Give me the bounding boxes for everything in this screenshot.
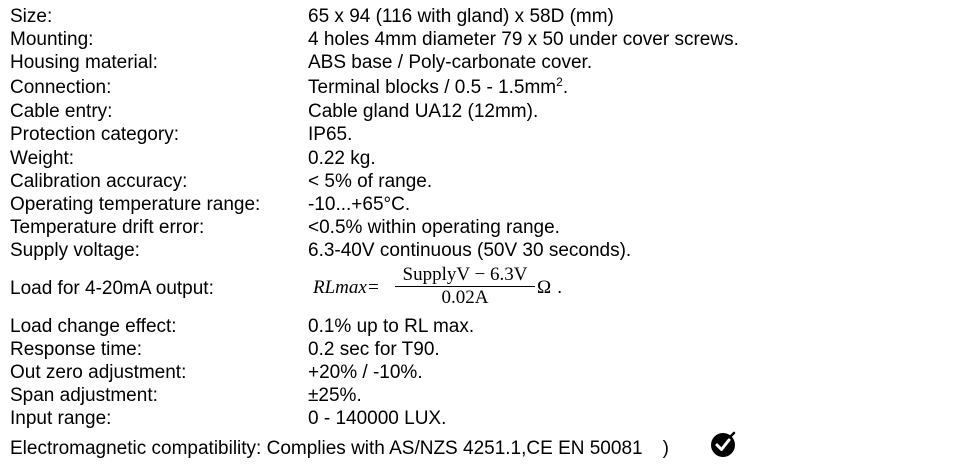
- spec-value: 65 x 94 (116 with gland) x 58D (mm): [308, 6, 614, 27]
- formula-fraction: [393, 264, 537, 309]
- spec-label: Size:: [10, 6, 53, 27]
- spec-label: Response time:: [10, 339, 143, 360]
- spec-value: ±25%.: [308, 385, 362, 406]
- spec-value: ABS base / Poly-carbonate cover.: [308, 52, 593, 73]
- spec-value: 4 holes 4mm diameter 79 x 50 under cover screws.: [308, 29, 739, 50]
- spec-label: Protection category:: [10, 124, 179, 145]
- spec-value: IP65.: [308, 124, 353, 145]
- spec-value-suffix: .: [562, 77, 569, 98]
- spec-value: 0 - 140000 LUX.: [308, 408, 447, 429]
- spec-value: [308, 77, 568, 99]
- spec-value-text: Terminal blocks / 0.5 - 1.5mm: [308, 77, 557, 98]
- formula-numerator: SupplyV − 6.3V: [402, 264, 528, 285]
- spec-label: Temperature drift error:: [10, 217, 205, 238]
- spec-label: Cable entry:: [10, 101, 113, 122]
- spec-label: Load change effect:: [10, 316, 177, 337]
- spec-label: Operating temperature range:: [10, 194, 261, 215]
- spec-label: Connection:: [10, 77, 112, 98]
- spec-value: 6.3-40V continuous (50V 30 seconds).: [308, 240, 632, 261]
- emc-value: Complies with AS/NZS 4251.1,CE EN 50081: [266, 438, 643, 459]
- spec-value: 0.1% up to RL max.: [308, 316, 475, 337]
- ce-compliance-icon: [709, 430, 739, 460]
- spec-label: Housing material:: [10, 52, 158, 73]
- formula-lhs: RLmax=: [313, 277, 380, 298]
- spec-label: Span adjustment:: [10, 385, 158, 406]
- spec-label: Weight:: [10, 148, 75, 169]
- spec-value: <0.5% within operating range.: [308, 217, 560, 238]
- emc-row: [10, 438, 669, 460]
- formula-period: .: [557, 277, 563, 298]
- spec-label: Load for 4-20mA output:: [10, 278, 214, 299]
- spec-label: Mounting:: [10, 29, 94, 50]
- spec-value: 0.2 sec for T90.: [308, 339, 440, 360]
- spec-value: +20% / -10%.: [308, 362, 423, 383]
- spec-label: Calibration accuracy:: [10, 171, 188, 192]
- formula-unit: Ω: [537, 277, 552, 298]
- spec-value: Cable gland UA12 (12mm).: [308, 101, 539, 122]
- emc-label: Electromagnetic compatibility:: [10, 438, 262, 459]
- spec-label: Out zero adjustment:: [10, 362, 187, 383]
- emc-trailing: ): [662, 438, 669, 459]
- formula-denominator: 0.02A: [441, 287, 489, 309]
- spec-value: -10...+65°C.: [308, 194, 411, 215]
- spec-label: Supply voltage:: [10, 240, 140, 261]
- spec-value: < 5% of range.: [308, 171, 433, 192]
- spec-label: Input range:: [10, 408, 112, 429]
- spec-value: 0.22 kg.: [308, 148, 376, 169]
- superscript: 2: [556, 75, 563, 89]
